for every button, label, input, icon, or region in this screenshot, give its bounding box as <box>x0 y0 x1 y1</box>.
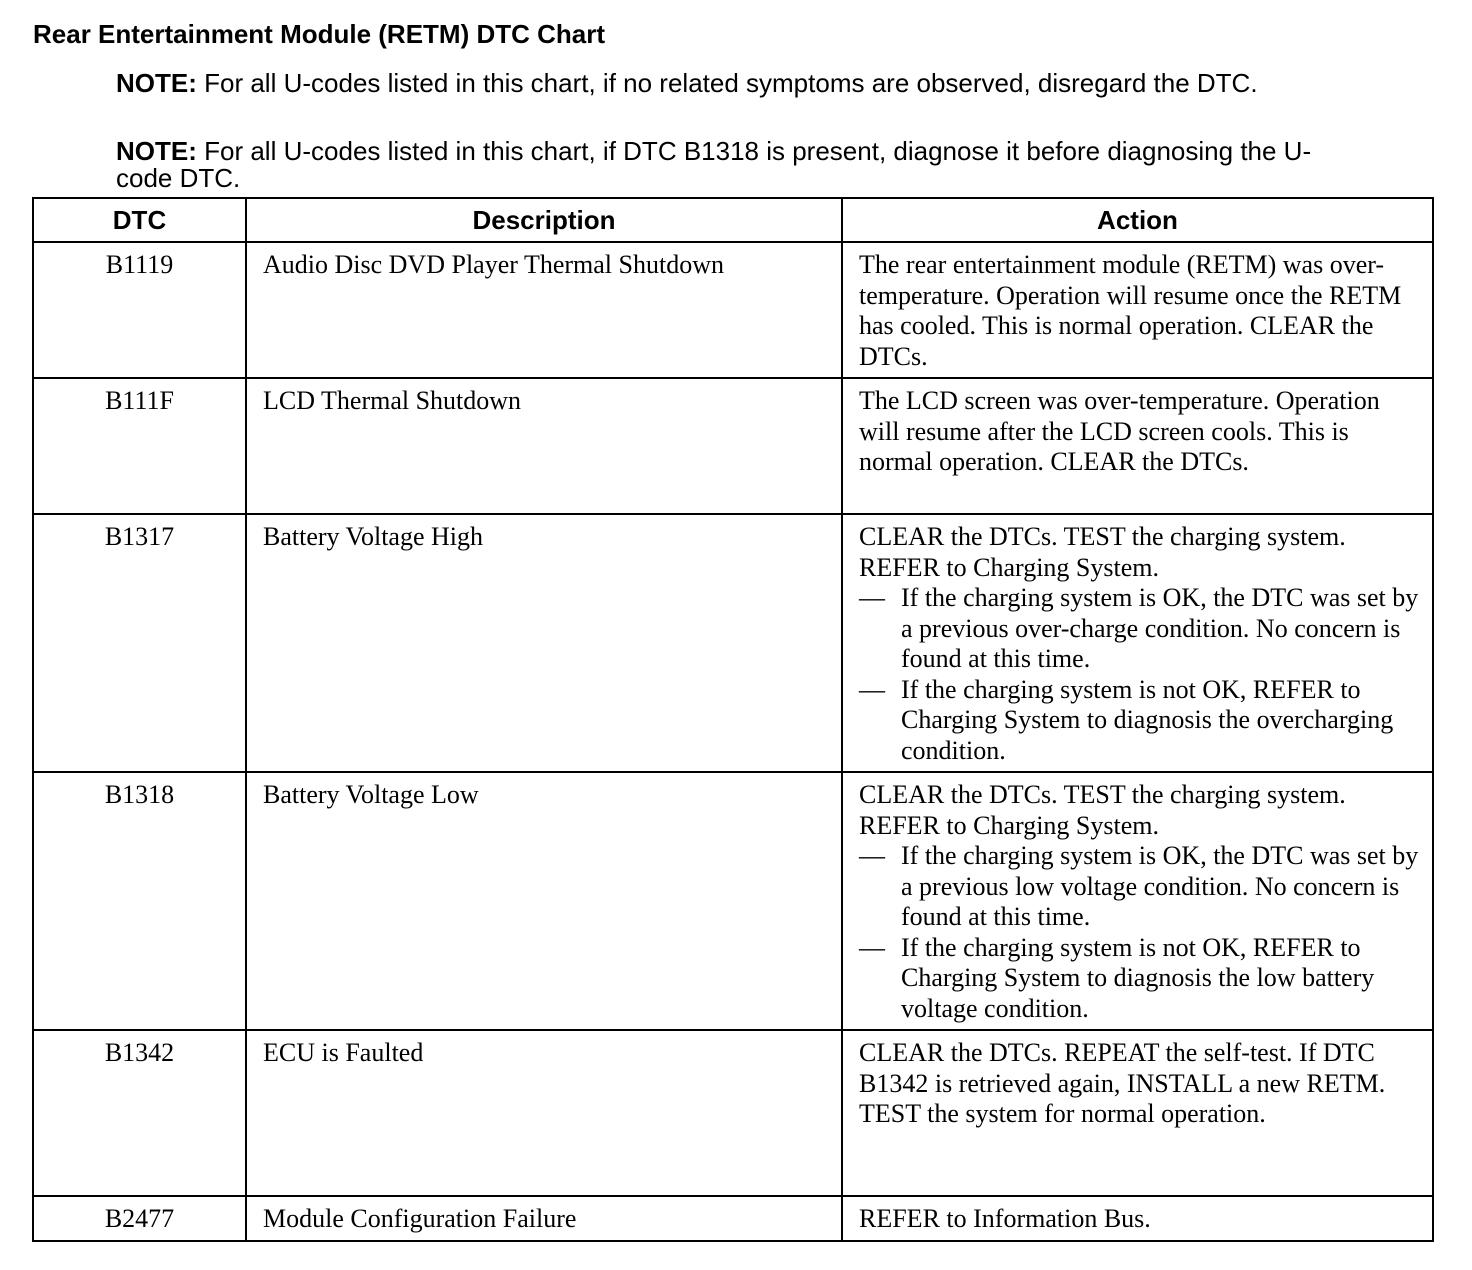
table-header-row <box>33 198 1433 242</box>
dtc-code: B1318 <box>33 772 246 1030</box>
bullet-dash: — <box>859 674 885 704</box>
note-label: NOTE: <box>116 136 197 166</box>
dtc-code: B2477 <box>33 1196 246 1241</box>
table-row <box>33 514 1433 772</box>
bullet-text: If the charging system is OK, the DTC was set by a previous low voltage condition. No concern is found at this time. <box>901 841 1419 931</box>
action-bullet <box>859 841 1422 933</box>
bullet-text: If the charging system is not OK, REFER to Charging System to diagnosis the overcharging condition. <box>901 674 1394 765</box>
dtc-action <box>842 1030 1433 1196</box>
bullet-text: If the charging system is OK, the DTC was set by a previous over-charge condition. No concern is found at this time. <box>901 583 1419 673</box>
action-text: CLEAR the DTCs. TEST the charging system. REFER to Charging System. <box>859 780 1346 840</box>
dtc-action <box>842 772 1433 1030</box>
dtc-action <box>842 1196 1433 1241</box>
dtc-chart-table <box>32 197 1434 1242</box>
dtc-description: ECU is Faulted <box>246 1030 842 1196</box>
note-symptoms <box>116 70 1316 97</box>
table-row <box>33 1196 1433 1241</box>
table-row <box>33 242 1433 378</box>
dtc-description: Battery Voltage High <box>246 514 842 772</box>
note-text: For all U-codes listed in this chart, if no related symptoms are observed, disregard the DTC. <box>204 68 1258 98</box>
table-row <box>33 1030 1433 1196</box>
action-text: The rear entertainment module (RETM) was over-temperature. Operation will resume once the RETM has cooled. This is normal operation. CLEAR the DTCs. <box>859 250 1402 371</box>
bullet-text: If the charging system is not OK, REFER to Charging System to diagnosis the low battery voltage condition. <box>901 932 1375 1023</box>
dtc-description: Module Configuration Failure <box>246 1196 842 1241</box>
dtc-description: LCD Thermal Shutdown <box>246 378 842 514</box>
dtc-code: B1317 <box>33 514 246 772</box>
note-b1318-priority <box>116 138 1316 192</box>
action-bullet <box>859 933 1422 1025</box>
table-row <box>33 772 1433 1030</box>
action-text: REFER to Information Bus. <box>859 1204 1151 1233</box>
dtc-action <box>842 242 1433 378</box>
action-bullet <box>859 583 1422 675</box>
bullet-dash: — <box>859 932 885 962</box>
column-header-description: Description <box>246 198 842 242</box>
column-header-dtc: DTC <box>33 198 246 242</box>
action-text: CLEAR the DTCs. TEST the charging system. REFER to Charging System. <box>859 522 1346 582</box>
action-bullet <box>859 675 1422 767</box>
action-text: CLEAR the DTCs. REPEAT the self-test. If DTC B1342 is retrieved again, INSTALL a new RETM. TEST the system for normal operation. <box>859 1038 1386 1128</box>
dtc-action <box>842 514 1433 772</box>
action-text: The LCD screen was over-temperature. Operation will resume after the LCD screen cools. This is normal operation. CLEAR the DTCs. <box>859 386 1380 476</box>
dtc-description: Audio Disc DVD Player Thermal Shutdown <box>246 242 842 378</box>
dtc-description: Battery Voltage Low <box>246 772 842 1030</box>
page-title: Rear Entertainment Module (RETM) DTC Chart <box>33 19 606 49</box>
dtc-code: B1119 <box>33 242 246 378</box>
bullet-dash: — <box>859 841 885 870</box>
note-text: For all U-codes listed in this chart, if DTC B1318 is present, diagnose it before diagnosing the U-code DTC. <box>116 136 1312 193</box>
dtc-action <box>842 378 1433 514</box>
dtc-code: B111F <box>33 378 246 514</box>
bullet-dash: — <box>859 583 885 612</box>
column-header-action: Action <box>842 198 1433 242</box>
table-row <box>33 378 1433 514</box>
dtc-code: B1342 <box>33 1030 246 1196</box>
note-label: NOTE: <box>116 68 197 98</box>
